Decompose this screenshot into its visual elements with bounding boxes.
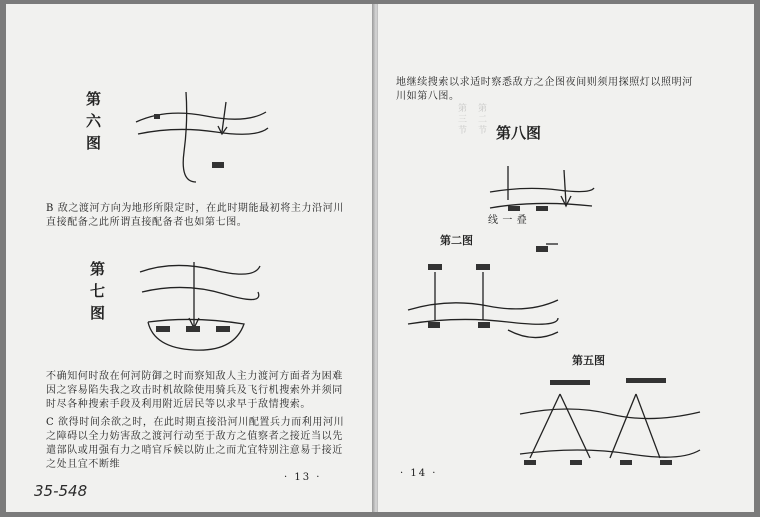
- paragraph-b: B 敌之渡河方向为地形所限定时，在此时期能最初将主力沿河川直接配备之此所谓直接配备者也如第七图。: [46, 203, 344, 228]
- fig2-label: 第二图: [440, 234, 473, 247]
- paragraph-top: 地继续搜索以求适时察悉敌方之企图夜间则须用探照灯以照明河川如第八图。: [396, 77, 693, 102]
- fig6-sketch: [126, 82, 276, 192]
- bleed-through-2: 第二节: [478, 104, 489, 136]
- fig5-label: 第五图: [572, 354, 605, 367]
- fig7-label: 第七图: [90, 260, 106, 322]
- archive-stamp: 35-548: [34, 482, 88, 500]
- left-page: [6, 4, 374, 512]
- paragraph-c: C 欲得时间余欲之时，在此时期直接沿河川配置兵力而利用河川之障碍以全力妨害敌之渡河行动至于敌方之值察者之接近当以先遣部队或用强有力之哨官斥候以防止之而尤宜特别注意易于接近之处且宜不断维: [46, 417, 345, 470]
- page-number-left: · 13 ·: [284, 472, 322, 483]
- fig2-sketch: [408, 260, 558, 350]
- right-page: [378, 4, 754, 512]
- fig7-sketch: [134, 252, 264, 362]
- bleed-through-1: 第三节: [458, 104, 469, 136]
- page-number-right: · 14 ·: [400, 468, 438, 479]
- fig6-label: 第六图: [86, 90, 102, 152]
- fig8-sub-label: 线 一 叠: [488, 215, 528, 226]
- paragraph-mid: 不确知何时敌在何河防御之时而察知敌人主力渡河方面者为困难因之容易陷失我之攻击时机故除使用骑兵及飞行机搜索外并须同时尽各种搜索手段及利用附近居民等以求早于敌情搜索。: [46, 371, 343, 410]
- fig5-sketch: [510, 374, 710, 504]
- fig8-label: 第八图: [496, 124, 542, 142]
